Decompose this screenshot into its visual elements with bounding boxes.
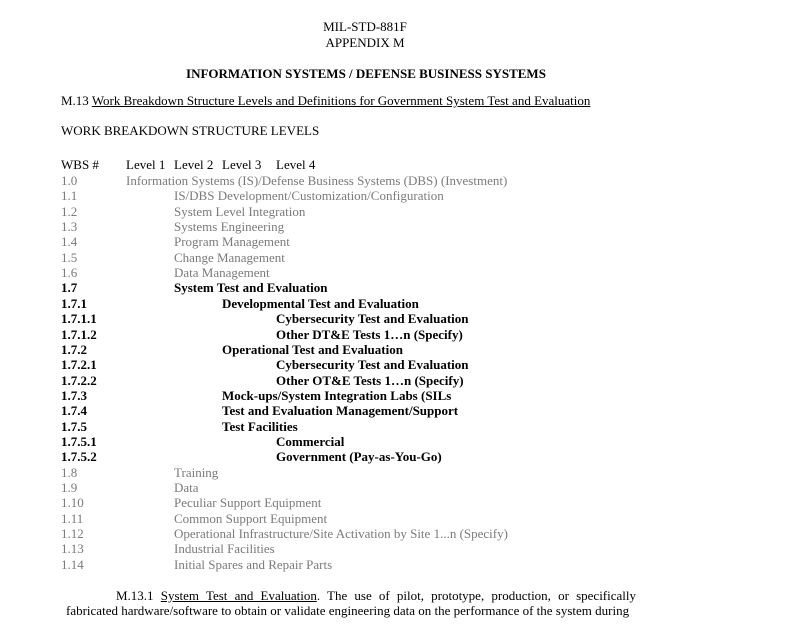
wbs-number: 1.0 [61, 173, 78, 188]
paragraph-m13-1 [66, 588, 636, 618]
table-row [61, 265, 761, 280]
table-row [61, 357, 761, 372]
wbs-element-name: Operational Infrastructure/Site Activation by Site 1...n (Specify) [174, 526, 508, 541]
wbs-column-header: WBS # [61, 157, 99, 172]
wbs-number: 1.7.1.1 [61, 311, 97, 326]
level3-column-header: Level 3 [222, 157, 262, 172]
wbs-element-name: System Level Integration [174, 204, 306, 219]
table-row [61, 250, 761, 265]
section-title: INFORMATION SYSTEMS / DEFENSE BUSINESS SYSTEMS [186, 66, 546, 81]
wbs-table-header [61, 157, 761, 172]
table-row [61, 495, 761, 510]
paragraph-term: System Test and Evaluation [160, 588, 317, 603]
table-row [61, 173, 761, 188]
wbs-number: 1.9 [61, 480, 78, 495]
table-row [61, 388, 761, 403]
table-row [61, 311, 761, 326]
wbs-element-name: Common Support Equipment [174, 511, 328, 526]
wbs-element-name: Training [174, 465, 219, 480]
wbs-number: 1.7.4 [61, 403, 87, 418]
wbs-element-name: System Test and Evaluation [174, 280, 328, 295]
wbs-number: 1.13 [61, 541, 84, 556]
table-row [61, 541, 761, 556]
wbs-number: 1.6 [61, 265, 78, 280]
wbs-number: 1.2 [61, 204, 78, 219]
level4-column-header: Level 4 [276, 157, 316, 172]
wbs-number: 1.12 [61, 526, 84, 541]
table-row [61, 557, 761, 572]
wbs-number: 1.7.2.1 [61, 357, 97, 372]
table-row [61, 449, 761, 464]
wbs-element-name: Data [174, 480, 199, 495]
table-row [61, 465, 761, 480]
wbs-element-name: Test and Evaluation Management/Support [222, 403, 459, 418]
wbs-element-name: Other DT&E Tests 1…n (Specify) [276, 327, 463, 342]
wbs-number: 1.5 [61, 250, 78, 265]
wbs-number: 1.7.2 [61, 342, 87, 357]
table-row [61, 373, 761, 388]
subsection-title: Work Breakdown Structure Levels and Definitions for Government System Test and Evaluation [91, 93, 591, 108]
table-row [61, 419, 761, 434]
table-row [61, 234, 761, 249]
wbs-element-name: Test Facilities [222, 419, 298, 434]
wbs-element-name: Peculiar Support Equipment [174, 495, 322, 510]
wbs-element-name: Industrial Facilities [174, 541, 275, 556]
wbs-number: 1.7 [61, 280, 78, 295]
table-row [61, 342, 761, 357]
paragraph-number: M.13.1 [116, 588, 154, 603]
wbs-number: 1.7.2.2 [61, 373, 97, 388]
wbs-element-name: Initial Spares and Repair Parts [174, 557, 333, 572]
wbs-element-name: Systems Engineering [174, 219, 285, 234]
table-row [61, 434, 761, 449]
wbs-element-name: Change Management [174, 250, 285, 265]
level1-column-header: Level 1 [126, 157, 166, 172]
wbs-element-name: Operational Test and Evaluation [222, 342, 403, 357]
wbs-element-name: Cybersecurity Test and Evaluation [276, 311, 469, 326]
levels-heading: WORK BREAKDOWN STRUCTURE LEVELS [61, 123, 320, 138]
table-row [61, 327, 761, 342]
wbs-element-name: Commercial [276, 434, 345, 449]
wbs-number: 1.7.1 [61, 296, 87, 311]
wbs-number: 1.3 [61, 219, 78, 234]
wbs-element-name: Cybersecurity Test and Evaluation [276, 357, 469, 372]
wbs-element-name: IS/DBS Development/Customization/Configuration [174, 188, 444, 203]
table-row [61, 188, 761, 203]
wbs-element-name: Information Systems (IS)/Defense Business Systems (DBS) (Investment) [126, 173, 508, 188]
table-row [61, 280, 761, 295]
wbs-number: 1.1 [61, 188, 78, 203]
wbs-element-name: Program Management [174, 234, 290, 249]
wbs-element-name: Other OT&E Tests 1…n (Specify) [276, 373, 464, 388]
document-id: MIL-STD-881F [323, 19, 407, 34]
wbs-element-name: Government (Pay-as-You-Go) [276, 449, 442, 464]
table-row [61, 204, 761, 219]
wbs-number: 1.7.5.1 [61, 434, 97, 449]
wbs-number: 1.14 [61, 557, 84, 572]
level2-column-header: Level 2 [174, 157, 214, 172]
appendix-label: APPENDIX M [325, 35, 405, 50]
table-row [61, 219, 761, 234]
wbs-element-name: Data Management [174, 265, 270, 280]
wbs-number: 1.7.1.2 [61, 327, 97, 342]
table-row [61, 296, 761, 311]
table-row [61, 511, 761, 526]
wbs-number: 1.10 [61, 495, 84, 510]
wbs-number: 1.7.3 [61, 388, 87, 403]
wbs-number: 1.8 [61, 465, 78, 480]
subsection-number: M.13 [61, 93, 89, 108]
subsection-heading [61, 93, 590, 109]
paragraph-text: . The use of pilot, prototype, production, or specifically fabricated hardware/software to obtain or validate engineering data on the performance of the system during [66, 588, 637, 618]
wbs-number: 1.4 [61, 234, 78, 249]
table-row [61, 526, 761, 541]
wbs-number: 1.7.5 [61, 419, 87, 434]
wbs-number: 1.7.5.2 [61, 449, 97, 464]
table-row [61, 480, 761, 495]
table-row [61, 403, 761, 418]
wbs-number: 1.11 [61, 511, 84, 526]
wbs-element-name: Developmental Test and Evaluation [222, 296, 419, 311]
wbs-element-name: Mock-ups/System Integration Labs (SILs [222, 388, 452, 403]
